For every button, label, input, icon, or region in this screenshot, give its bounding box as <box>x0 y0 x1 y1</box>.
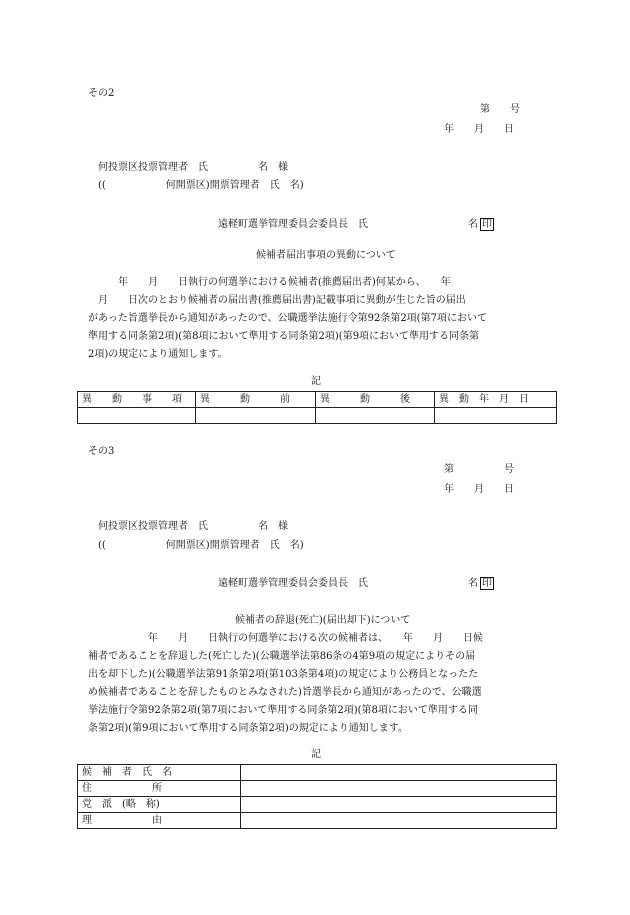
table-cell <box>78 408 196 424</box>
table-cell <box>241 797 557 813</box>
body-line: 年 月 日執行の何選挙における次の候補者は、 年 月 日候 <box>88 633 483 644</box>
candidate-table <box>77 764 557 829</box>
table-row <box>78 765 557 781</box>
row-label: 理 由 <box>78 813 241 829</box>
section2-heading: その2 <box>88 88 115 99</box>
notice-title: 候補者の辞退(死亡)(届出却下)について <box>235 615 411 626</box>
notice-title: 候補者届出事項の異動について <box>256 250 396 261</box>
sender-line <box>218 577 494 590</box>
seal-stamp: 印 <box>482 219 492 230</box>
table-cell <box>196 408 316 424</box>
document-date: 年 月 日 <box>444 484 514 495</box>
addressee-line-1: 何投票区投票管理者 氏 名 様 <box>98 162 288 173</box>
addressee-line-2: (( 何開票区)開票管理者 氏 名) <box>98 540 304 551</box>
table-row <box>78 797 557 813</box>
table-cell <box>241 765 557 781</box>
body-line: 条第2項)(第9項において準用する同条第2項)の規定により通知します。 <box>88 723 408 734</box>
body-line: め候補者であることを辞したものとみなされた)旨選挙長から通知があったので、公職選 <box>88 687 482 698</box>
notice-body <box>88 274 556 364</box>
body-line: 準用する同条第2項)(第8項において準用する同条第2項)(第9項において準用する同条第 <box>88 331 480 342</box>
table-header-cell: 異 動 後 <box>316 392 435 408</box>
ki-label: 記 <box>311 749 321 760</box>
seal-stamp: 印 <box>482 578 492 589</box>
sender-text: 遠軽町選挙管理委員会委員長 氏 名 <box>218 219 478 230</box>
body-line: 補者であることを辞退した(死亡した)(公職選挙法第86条の4第9項の規定によりその届 <box>88 651 476 662</box>
body-line: があった旨選挙長から通知があったので、公職選挙法施行令第92条第2項(第7項において <box>88 313 487 324</box>
body-line: 挙法施行令第92条第2項(第7項において準用する同条第2項)(第8項において準用する同 <box>88 705 478 716</box>
body-line: 出を却下した)(公職選挙法第91条第2項(第103条第4項)の規定により公務員となったた <box>88 669 479 680</box>
ki-label: 記 <box>311 376 321 387</box>
body-line: 年 月 日執行の何選挙における候補者(推薦届出者)何某から、 年 <box>88 277 451 288</box>
section3-heading: その3 <box>88 446 115 457</box>
row-label: 候 補 者 氏 名 <box>78 765 241 781</box>
table-cell <box>435 408 557 424</box>
body-line: 月 日次のとおり候補者の届出書(推薦届出書)記載事項に異動が生じた旨の届出 <box>88 295 466 306</box>
table-header-cell: 異 動 年 月 日 <box>435 392 557 408</box>
table-header-cell: 異 動 前 <box>196 392 316 408</box>
change-table <box>77 391 557 424</box>
row-label: 住 所 <box>78 781 241 797</box>
row-label: 党 派 (略 称) <box>78 797 241 813</box>
table-cell <box>316 408 435 424</box>
document-number: 第 号 <box>480 104 520 115</box>
table-cell <box>241 813 557 829</box>
addressee-line-2: (( 何開票区)開票管理者 氏 名) <box>98 180 304 191</box>
addressee-line-1: 何投票区投票管理者 氏 名 様 <box>98 521 288 532</box>
table-row <box>78 408 557 424</box>
table-row <box>78 781 557 797</box>
body-line: 2項)の規定により通知します。 <box>88 349 228 360</box>
table-cell <box>241 781 557 797</box>
notice-body <box>88 630 556 738</box>
document-date: 年 月 日 <box>444 124 514 135</box>
sender-line <box>218 218 494 231</box>
table-row <box>78 813 557 829</box>
table-header-row <box>78 392 557 408</box>
table-header-cell: 異 動 事 項 <box>78 392 196 408</box>
document-number: 第 号 <box>444 464 514 475</box>
sender-text: 遠軽町選挙管理委員会委員長 氏 名 <box>218 578 478 589</box>
